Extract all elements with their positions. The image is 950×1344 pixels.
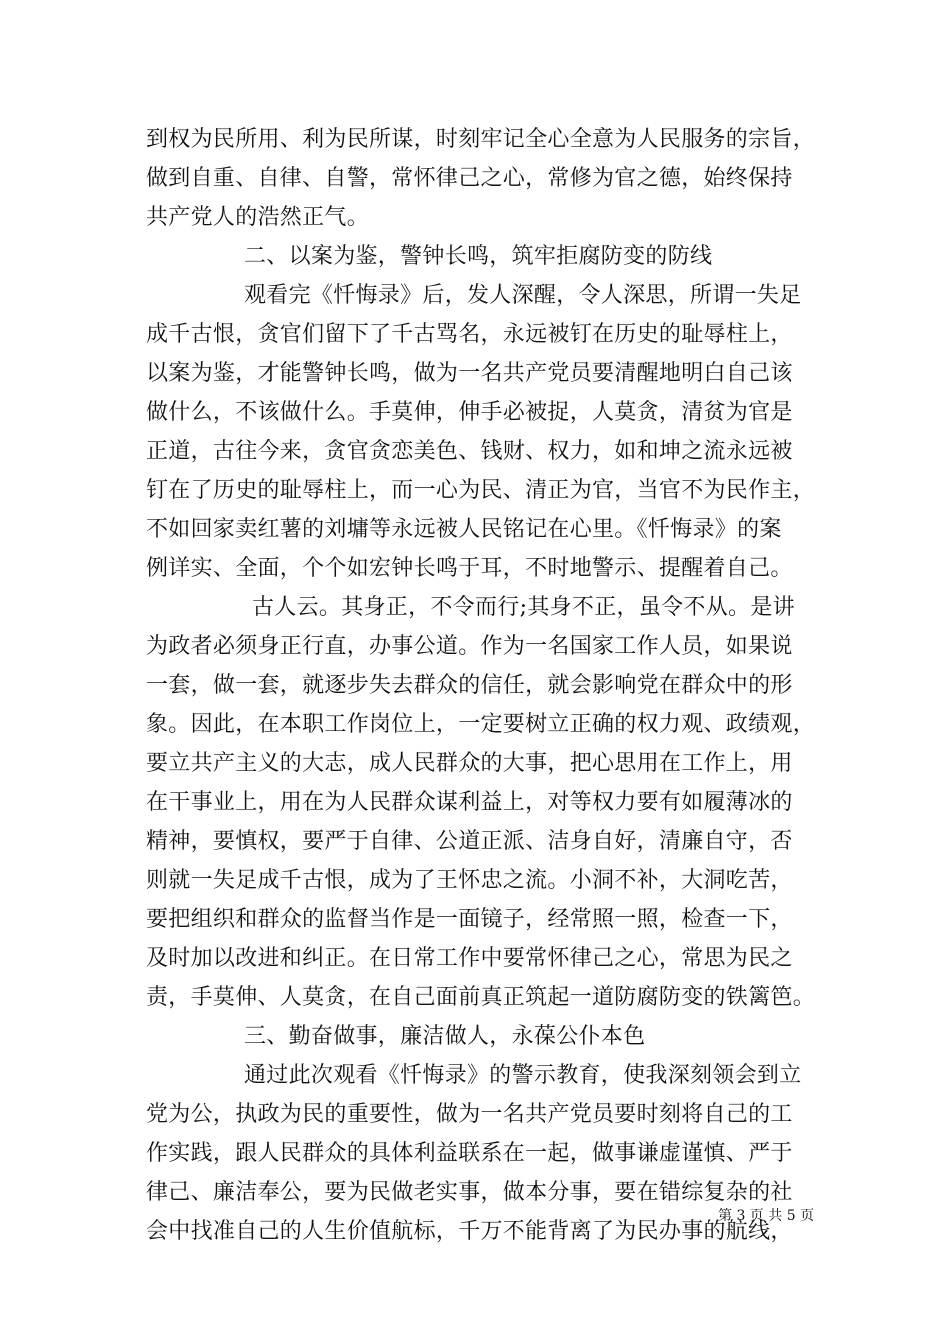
text-line: 例详实、全面，个个如宏钟长鸣于耳，不时地警示、提醒着自己。	[146, 556, 793, 581]
text-line: 则就一失足成千古恨，成为了王怀忠之流。小洞不补，大洞吃苦，	[146, 868, 793, 893]
text-line: 做到自重、自律、自警，常怀律己之心，常修为官之德，始终保持	[146, 166, 793, 191]
text-line: 共产党人的浩然正气。	[146, 205, 370, 230]
text-line: 观看完《忏悔录》后，发人深醒，令人深思，所谓一失足	[244, 283, 802, 308]
text-line: 党为公，执政为民的重要性，做为一名共产党员要时刻将自己的工	[146, 1102, 793, 1127]
page-number-footer: 第 3 页 共 5 页	[718, 1208, 815, 1224]
text-line: 及时加以改进和纠正。在日常工作中要常怀律己之心，常思为民之	[146, 946, 793, 971]
text-line: 在干事业上，用在为人民群众谋利益上，对等权力要有如履薄冰的	[146, 790, 793, 815]
text-line: 作实践，跟人民群众的具体利益联系在一起，做事谦虚谨慎、严于	[146, 1141, 793, 1166]
text-line: 律己、廉洁奉公，要为民做老实事，做本分事，要在错综复杂的社	[146, 1180, 793, 1205]
text-line: 不如回家卖红薯的刘墉等永远被人民铭记在心里。《忏悔录》的案	[146, 517, 782, 542]
text-line: 以案为鉴，才能警钟长鸣，做为一名共产党员要清醒地明白自己该	[146, 361, 793, 386]
text-line: 钉在了历史的耻辱柱上，而一心为民、清正为官，当官不为民作主，	[146, 478, 816, 503]
text-line: 象。因此，在本职工作岗位上，一定要树立正确的权力观、政绩观，	[146, 712, 816, 737]
text-line: 要把组织和群众的监督当作是一面镜子，经常照一照，检查一下，	[146, 907, 793, 932]
text-line: 精神，要慎权，要严于自律、公道正派、洁身自好，清廉自守，否	[146, 829, 793, 854]
document-body	[146, 120, 816, 1251]
text-line: 古人云。其身正，不令而行;其身不正，虽令不从。是讲	[252, 595, 795, 620]
text-line: 会中找准自己的人生价值航标，千万不能背离了为民办事的航线，	[146, 1219, 793, 1244]
text-line: 通过此次观看《忏悔录》的警示教育，使我深刻领会到立	[244, 1063, 802, 1088]
text-line: 成千古恨，贪官们留下了千古骂名，永远被钉在历史的耻辱柱上，	[146, 322, 793, 347]
text-line: 为政者必须身正行直，办事公道。作为一名国家工作人员，如果说	[146, 634, 793, 659]
text-line: 做什么，不该做什么。手莫伸，伸手必被捉，人莫贪，清贫为官是	[146, 400, 793, 425]
section-heading-3: 三、勤奋做事，廉洁做人，永葆公仆本色	[244, 1024, 646, 1049]
text-line: 要立共产主义的大志，成人民群众的大事，把心思用在工作上，用	[146, 751, 793, 776]
text-line: 到权为民所用、利为民所谋，时刻牢记全心全意为人民服务的宗旨，	[146, 127, 816, 152]
section-heading-2: 二、以案为鉴，警钟长鸣，筑牢拒腐防变的防线	[244, 244, 713, 269]
text-line: 正道，古往今来，贪官贪恋美色、钱财、权力，如和坤之流永远被	[146, 439, 793, 464]
text-line: 责，手莫伸、人莫贪，在自己面前真正筑起一道防腐防变的铁篱笆。	[146, 985, 816, 1010]
text-line: 一套，做一套，就逐步失去群众的信任，就会影响党在群众中的形	[146, 673, 793, 698]
